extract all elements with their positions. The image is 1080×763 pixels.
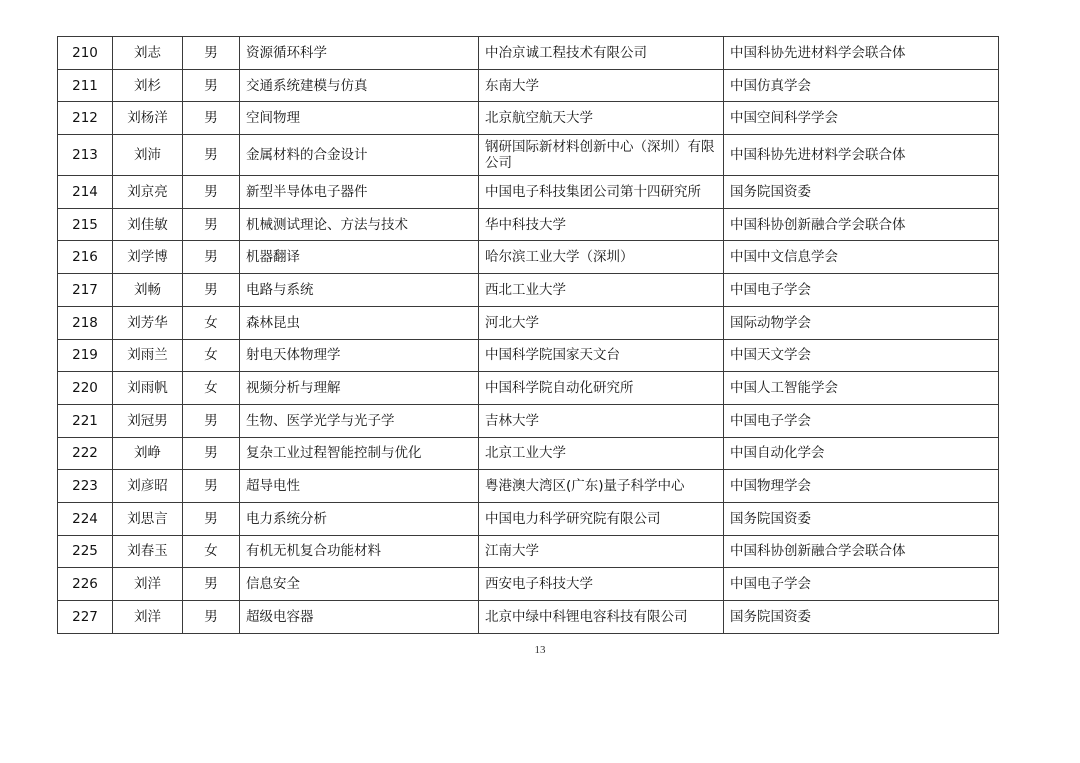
work-unit: 河北大学 [479, 306, 724, 339]
recommending-body: 中国自动化学会 [724, 437, 999, 470]
gender: 男 [183, 102, 240, 135]
person-name: 刘彦昭 [113, 470, 183, 503]
person-name: 刘杨洋 [113, 102, 183, 135]
row-number: 227 [58, 601, 113, 634]
person-name: 刘思言 [113, 502, 183, 535]
recommending-body: 中国人工智能学会 [724, 372, 999, 405]
research-field: 射电天体物理学 [240, 339, 479, 372]
table-row [58, 437, 999, 470]
table-row [58, 372, 999, 405]
table-row [58, 208, 999, 241]
gender: 女 [183, 535, 240, 568]
recommending-body: 国务院国资委 [724, 601, 999, 634]
row-number: 221 [58, 404, 113, 437]
table-row [58, 69, 999, 102]
row-number: 223 [58, 470, 113, 503]
gender: 男 [183, 601, 240, 634]
person-name: 刘杉 [113, 69, 183, 102]
gender: 男 [183, 69, 240, 102]
research-field: 资源循环科学 [240, 37, 479, 70]
recommending-body: 中国电子学会 [724, 568, 999, 601]
research-field: 复杂工业过程智能控制与优化 [240, 437, 479, 470]
table-row [58, 535, 999, 568]
research-field: 电路与系统 [240, 274, 479, 307]
recommending-body: 中国科协先进材料学会联合体 [724, 37, 999, 70]
person-name: 刘洋 [113, 601, 183, 634]
work-unit: 北京中绿中科锂电容科技有限公司 [479, 601, 724, 634]
table-row [58, 241, 999, 274]
gender: 男 [183, 568, 240, 601]
recommending-body: 国务院国资委 [724, 502, 999, 535]
research-field: 有机无机复合功能材料 [240, 535, 479, 568]
research-field: 交通系统建模与仿真 [240, 69, 479, 102]
work-unit: 中国电力科学研究院有限公司 [479, 502, 724, 535]
recommending-body: 中国电子学会 [724, 404, 999, 437]
person-name: 刘畅 [113, 274, 183, 307]
person-name: 刘雨兰 [113, 339, 183, 372]
work-unit: 中冶京诚工程技术有限公司 [479, 37, 724, 70]
row-number: 224 [58, 502, 113, 535]
work-unit: 中国电子科技集团公司第十四研究所 [479, 176, 724, 209]
table-row [58, 102, 999, 135]
research-field: 生物、医学光学与光子学 [240, 404, 479, 437]
gender: 男 [183, 404, 240, 437]
row-number: 220 [58, 372, 113, 405]
row-number: 210 [58, 37, 113, 70]
person-name: 刘冠男 [113, 404, 183, 437]
row-number: 217 [58, 274, 113, 307]
row-number: 214 [58, 176, 113, 209]
recommending-body: 中国科协先进材料学会联合体 [724, 135, 999, 176]
work-unit: 西北工业大学 [479, 274, 724, 307]
gender: 男 [183, 502, 240, 535]
recommending-body: 中国天文学会 [724, 339, 999, 372]
research-field: 机械测试理论、方法与技术 [240, 208, 479, 241]
recommending-body: 中国电子学会 [724, 274, 999, 307]
person-name: 刘峥 [113, 437, 183, 470]
research-field: 超导电性 [240, 470, 479, 503]
research-field: 超级电容器 [240, 601, 479, 634]
table-row [58, 176, 999, 209]
work-unit: 华中科技大学 [479, 208, 724, 241]
work-unit: 西安电子科技大学 [479, 568, 724, 601]
person-name: 刘沛 [113, 135, 183, 176]
row-number: 218 [58, 306, 113, 339]
row-number: 222 [58, 437, 113, 470]
person-name: 刘芳华 [113, 306, 183, 339]
work-unit: 北京工业大学 [479, 437, 724, 470]
work-unit: 中国科学院自动化研究所 [479, 372, 724, 405]
work-unit: 吉林大学 [479, 404, 724, 437]
research-field: 视频分析与理解 [240, 372, 479, 405]
gender: 男 [183, 274, 240, 307]
recommending-body: 中国科协创新融合学会联合体 [724, 535, 999, 568]
work-unit: 江南大学 [479, 535, 724, 568]
research-field: 空间物理 [240, 102, 479, 135]
gender: 男 [183, 37, 240, 70]
table-row [58, 37, 999, 70]
research-field: 金属材料的合金设计 [240, 135, 479, 176]
person-name: 刘雨帆 [113, 372, 183, 405]
gender: 男 [183, 241, 240, 274]
table-row [58, 601, 999, 634]
page-number: 13 [534, 644, 546, 656]
gender: 男 [183, 176, 240, 209]
table-row [58, 502, 999, 535]
gender: 男 [183, 470, 240, 503]
work-unit: 东南大学 [479, 69, 724, 102]
table-row [58, 339, 999, 372]
work-unit: 钢研国际新材料创新中心（深圳）有限公司 [479, 135, 724, 176]
research-field: 电力系统分析 [240, 502, 479, 535]
candidate-table-body [58, 37, 999, 634]
gender: 男 [183, 208, 240, 241]
person-name: 刘洋 [113, 568, 183, 601]
row-number: 225 [58, 535, 113, 568]
work-unit: 哈尔滨工业大学（深圳） [479, 241, 724, 274]
research-field: 森林昆虫 [240, 306, 479, 339]
row-number: 216 [58, 241, 113, 274]
person-name: 刘春玉 [113, 535, 183, 568]
row-number: 212 [58, 102, 113, 135]
research-field: 新型半导体电子器件 [240, 176, 479, 209]
gender: 男 [183, 135, 240, 176]
work-unit: 中国科学院国家天文台 [479, 339, 724, 372]
recommending-body: 中国中文信息学会 [724, 241, 999, 274]
gender: 女 [183, 306, 240, 339]
recommending-body: 中国科协创新融合学会联合体 [724, 208, 999, 241]
recommending-body: 中国仿真学会 [724, 69, 999, 102]
row-number: 226 [58, 568, 113, 601]
gender: 女 [183, 372, 240, 405]
row-number: 219 [58, 339, 113, 372]
candidate-table [57, 36, 999, 634]
table-row [58, 404, 999, 437]
gender: 男 [183, 437, 240, 470]
work-unit: 粤港澳大湾区(广东)量子科学中心 [479, 470, 724, 503]
recommending-body: 国务院国资委 [724, 176, 999, 209]
research-field: 机器翻译 [240, 241, 479, 274]
person-name: 刘佳敏 [113, 208, 183, 241]
person-name: 刘志 [113, 37, 183, 70]
row-number: 211 [58, 69, 113, 102]
table-row [58, 306, 999, 339]
recommending-body: 中国空间科学学会 [724, 102, 999, 135]
recommending-body: 国际动物学会 [724, 306, 999, 339]
recommending-body: 中国物理学会 [724, 470, 999, 503]
research-field: 信息安全 [240, 568, 479, 601]
table-row [58, 568, 999, 601]
row-number: 213 [58, 135, 113, 176]
table-row [58, 274, 999, 307]
row-number: 215 [58, 208, 113, 241]
table-row [58, 135, 999, 176]
person-name: 刘京亮 [113, 176, 183, 209]
table-row [58, 470, 999, 503]
person-name: 刘学博 [113, 241, 183, 274]
gender: 女 [183, 339, 240, 372]
work-unit: 北京航空航天大学 [479, 102, 724, 135]
